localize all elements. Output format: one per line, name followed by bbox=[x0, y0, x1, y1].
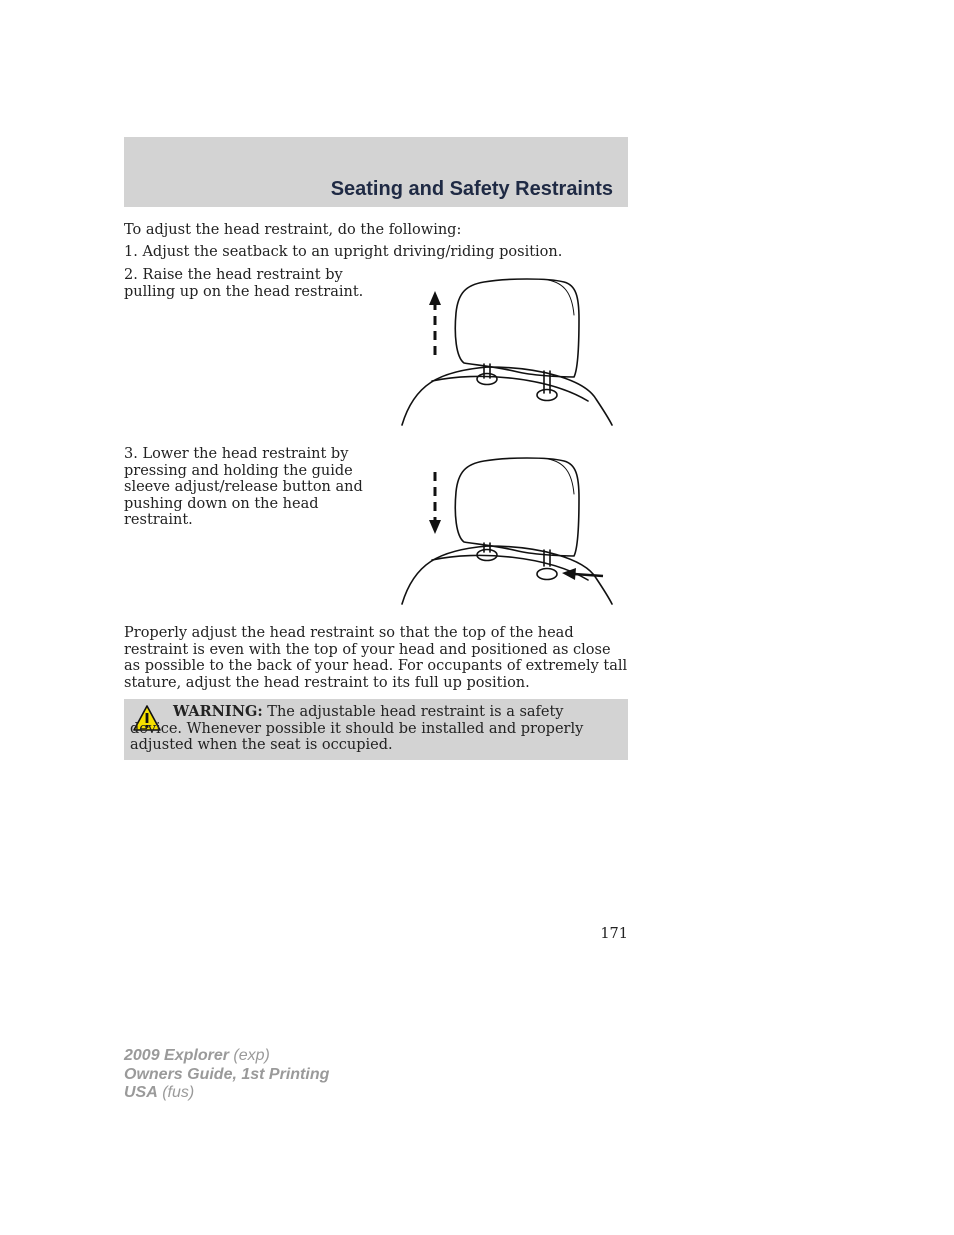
proper-adjust-text: Properly adjust the head restraint so that the top of the head restraint is even with the top of your head and positioned as close as possible to the back of your head. For occupants of extremely tall stature, adjust the head restraint to its full up position. bbox=[124, 625, 628, 691]
footer-model-code: (exp) bbox=[228, 1047, 270, 1064]
footer-printing: Owners Guide, 1st Printing bbox=[124, 1065, 330, 1083]
footer-line-1 bbox=[124, 1047, 329, 1066]
step-1-text: 1. Adjust the seatback to an upright driving/riding position. bbox=[124, 244, 563, 260]
footer-market-code: (fus) bbox=[157, 1084, 195, 1101]
section-header-band bbox=[124, 137, 628, 207]
step-3-text: 3. Lower the head restraint by pressing and holding the guide sleeve adjust/release button and pushing down on the head restraint. bbox=[124, 446, 363, 528]
warning-box bbox=[124, 699, 628, 760]
footer-model: 2009 Explorer bbox=[124, 1047, 229, 1064]
footer-publication-info bbox=[124, 1047, 329, 1103]
footer-line-2 bbox=[124, 1066, 329, 1085]
section-title: Seating and Safety Restraints bbox=[330, 178, 613, 200]
warning-text bbox=[130, 704, 616, 754]
raise-head-restraint-illustration bbox=[398, 275, 618, 430]
warning-body: The adjustable head restraint is a safety device. Whenever possible it should be installed and properly adjusted when the seat is occupied. bbox=[130, 704, 584, 753]
step-2-text: 2. Raise the head restraint by pulling up on the head restraint. bbox=[124, 267, 364, 300]
footer-market: USA bbox=[124, 1084, 158, 1101]
footer-line-3 bbox=[124, 1084, 329, 1103]
page-number: 171 bbox=[600, 926, 628, 942]
warning-label: WARNING: bbox=[173, 703, 263, 720]
intro-text: To adjust the head restraint, do the following: bbox=[124, 222, 462, 238]
lower-head-restraint-illustration bbox=[398, 454, 618, 609]
